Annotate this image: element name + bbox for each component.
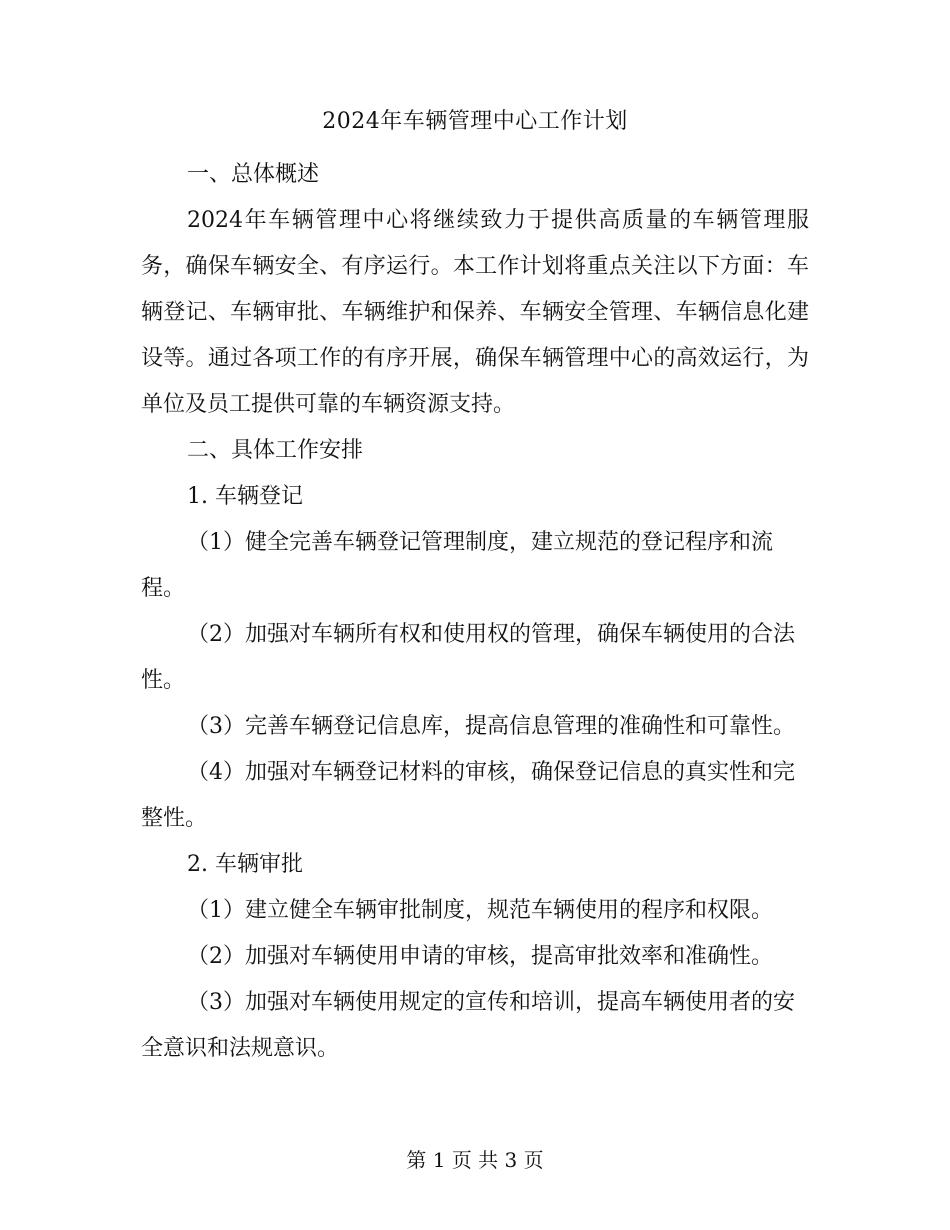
approval-item-1: （1）建立健全车辆审批制度，规范车辆使用的程序和权限。 xyxy=(187,898,773,923)
document-title: 2024年车辆管理中心工作计划 xyxy=(322,109,628,134)
registration-item-3: （3）完善车辆登记信息库，提高信息管理的准确性和可靠性。 xyxy=(187,714,795,739)
page-footer: 第 1 页 共 3 页 xyxy=(406,1148,544,1172)
section-heading-overview: 一、总体概述 xyxy=(187,162,320,187)
registration-item-1: （1）健全完善车辆登记管理制度，建立规范的登记程序和流程。 xyxy=(141,530,773,601)
overview-paragraph: 2024年车辆管理中心将继续致力于提供高质量的车辆管理服务，确保车辆安全、有序运行。本工作计划将重点关注以下方面：车辆登记、车辆审批、车辆维护和保养、车辆安全管理、车辆信息化建设等。通过各项工作的有序开展，确保车辆管理中心的高效运行，为单位及员工提供可靠的车辆资源支持。 xyxy=(141,208,809,417)
subsection-heading-registration: 1. 车辆登记 xyxy=(187,484,303,509)
document-body xyxy=(141,152,809,1072)
subsection-heading-approval: 2. 车辆审批 xyxy=(187,852,303,877)
section-heading-arrangements: 二、具体工作安排 xyxy=(187,438,364,463)
approval-item-2: （2）加强对车辆使用申请的审核，提高审批效率和准确性。 xyxy=(187,944,773,969)
approval-item-3: （3）加强对车辆使用规定的宣传和培训，提高车辆使用者的安全意识和法规意识。 xyxy=(141,990,795,1061)
registration-item-2: （2）加强对车辆所有权和使用权的管理，确保车辆使用的合法性。 xyxy=(141,622,795,693)
registration-item-4: （4）加强对车辆登记材料的审核，确保登记信息的真实性和完整性。 xyxy=(141,760,795,831)
